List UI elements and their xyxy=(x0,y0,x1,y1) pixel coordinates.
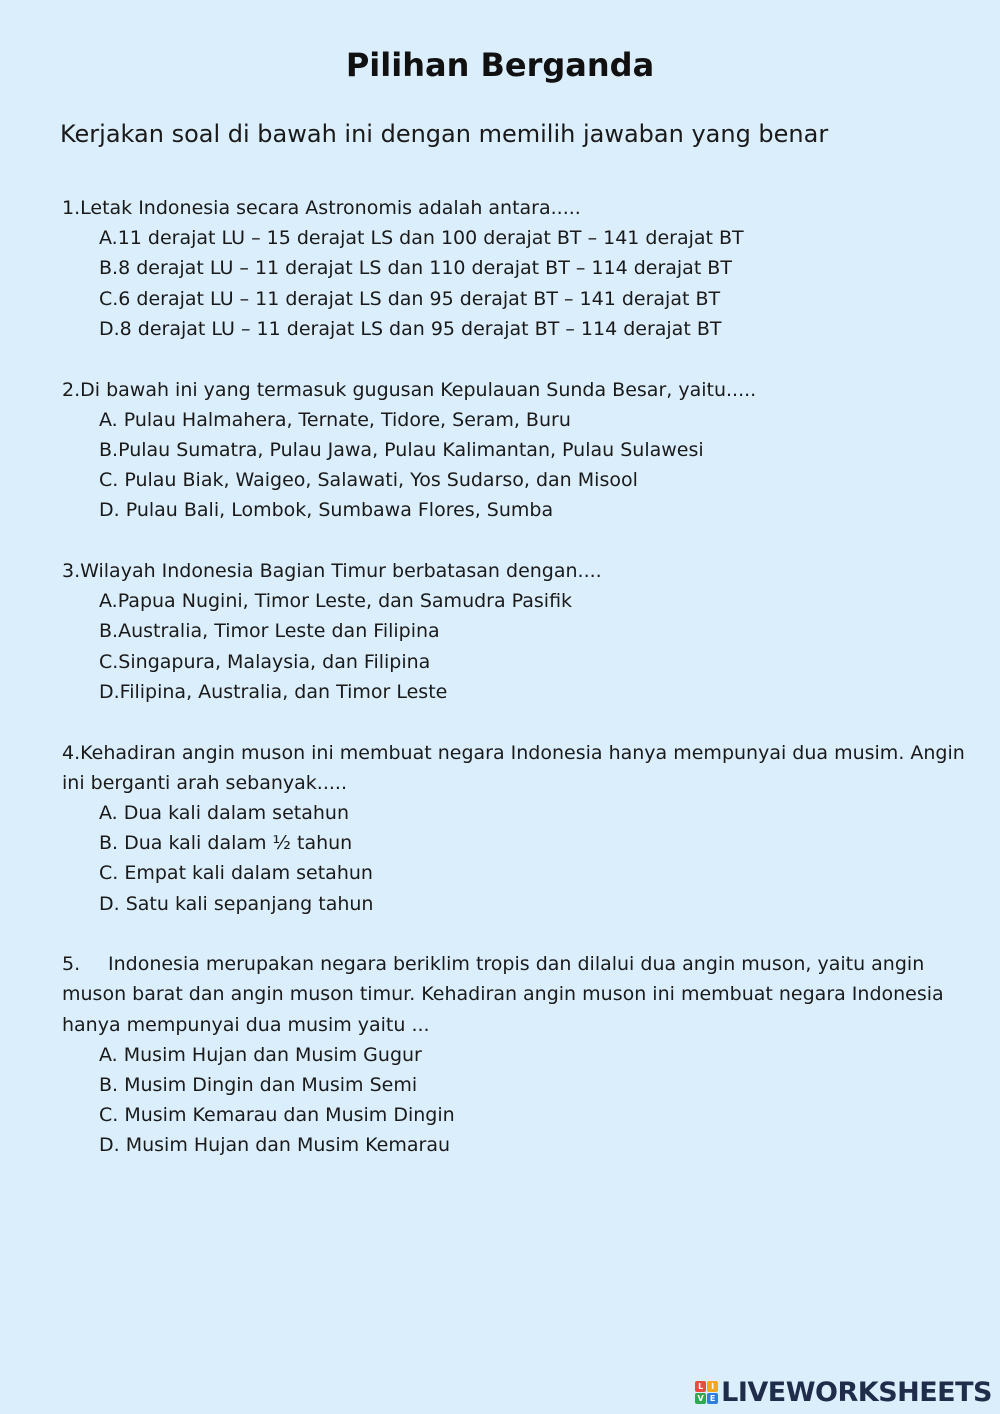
answer-option-a[interactable]: A. Musim Hujan dan Musim Gugur xyxy=(99,1043,422,1066)
question-text: 1.Letak Indonesia secara Astronomis adalah antara..... xyxy=(62,197,581,219)
logo-text: LIVEWORKSHEETS xyxy=(721,1377,992,1408)
answer-options xyxy=(62,405,974,526)
question-3 xyxy=(62,556,974,707)
answer-option-b[interactable]: B. Dua kali dalam ½ tahun xyxy=(99,832,353,855)
question-4 xyxy=(62,738,974,919)
question-list xyxy=(62,193,974,1191)
answer-option-b[interactable]: B.Australia, Timor Leste dan Filipina xyxy=(99,620,440,643)
answer-option-c[interactable]: C.6 derajat LU – 11 derajat LS dan 95 derajat BT – 141 derajat BT xyxy=(99,287,721,310)
logo-tile: E xyxy=(707,1393,718,1404)
answer-options xyxy=(62,586,974,707)
answer-option-d[interactable]: D. Musim Hujan dan Musim Kemarau xyxy=(99,1134,450,1157)
logo-tile: L xyxy=(695,1381,706,1392)
answer-option-d[interactable]: D.8 derajat LU – 11 derajat LS dan 95 derajat BT – 114 derajat BT xyxy=(99,317,722,340)
instruction-text: Kerjakan soal di bawah ini dengan memilih jawaban yang benar xyxy=(60,120,829,148)
question-1 xyxy=(62,193,974,344)
answer-options xyxy=(62,223,974,344)
question-2 xyxy=(62,375,974,526)
question-text: 3.Wilayah Indonesia Bagian Timur berbatasan dengan.... xyxy=(62,560,602,583)
logo-tile: V xyxy=(695,1393,706,1404)
logo-tile: I xyxy=(707,1381,718,1392)
answer-option-c[interactable]: C. Pulau Biak, Waigeo, Salawati, Yos Sudarso, dan Misool xyxy=(99,469,638,492)
answer-option-c[interactable]: C. Empat kali dalam setahun xyxy=(99,862,373,885)
answer-option-a[interactable]: A. Pulau Halmahera, Ternate, Tidore, Seram, Buru xyxy=(99,408,571,431)
answer-options xyxy=(62,1040,974,1161)
answer-option-c[interactable]: C. Musim Kemarau dan Musim Dingin xyxy=(99,1104,455,1127)
answer-option-d[interactable]: D. Pulau Bali, Lombok, Sumbawa Flores, Sumba xyxy=(99,499,554,522)
answer-option-b[interactable]: B.8 derajat LU – 11 derajat LS dan 110 derajat BT – 114 derajat BT xyxy=(99,257,732,280)
answer-options xyxy=(62,798,974,919)
liveworksheets-logo xyxy=(695,1377,992,1408)
answer-option-c[interactable]: C.Singapura, Malaysia, dan Filipina xyxy=(99,650,431,673)
logo-mark-icon xyxy=(695,1381,718,1404)
answer-option-d[interactable]: D. Satu kali sepanjang tahun xyxy=(99,892,374,915)
question-text: 2.Di bawah ini yang termasuk gugusan Kepulauan Sunda Besar, yaitu..... xyxy=(62,378,757,401)
answer-option-a[interactable]: A.Papua Nugini, Timor Leste, dan Samudra Pasifik xyxy=(99,590,573,613)
question-text: 4.Kehadiran angin muson ini membuat negara Indonesia hanya mempunyai dua musim. Angin ini berganti arah sebanyak..... xyxy=(62,741,965,794)
answer-option-a[interactable]: A.11 derajat LU – 15 derajat LS dan 100 derajat BT – 141 derajat BT xyxy=(99,227,744,250)
question-text xyxy=(62,949,974,1040)
question-5 xyxy=(62,949,974,1160)
question-number: 5. xyxy=(62,953,81,976)
question-body: Indonesia merupakan negara beriklim tropis dan dilalui dua angin muson, yaitu angin muson barat dan angin muson timur. Kehadiran angin muson ini membuat negara Indonesia hanya mempunyai dua musim yaitu ... xyxy=(62,953,944,1036)
answer-option-d[interactable]: D.Filipina, Australia, dan Timor Leste xyxy=(99,680,448,703)
answer-option-a[interactable]: A. Dua kali dalam setahun xyxy=(99,801,349,824)
answer-option-b[interactable]: B. Musim Dingin dan Musim Semi xyxy=(99,1074,418,1097)
page-title: Pilihan Berganda xyxy=(345,46,655,84)
answer-option-b[interactable]: B.Pulau Sumatra, Pulau Jawa, Pulau Kalimantan, Pulau Sulawesi xyxy=(99,438,704,461)
